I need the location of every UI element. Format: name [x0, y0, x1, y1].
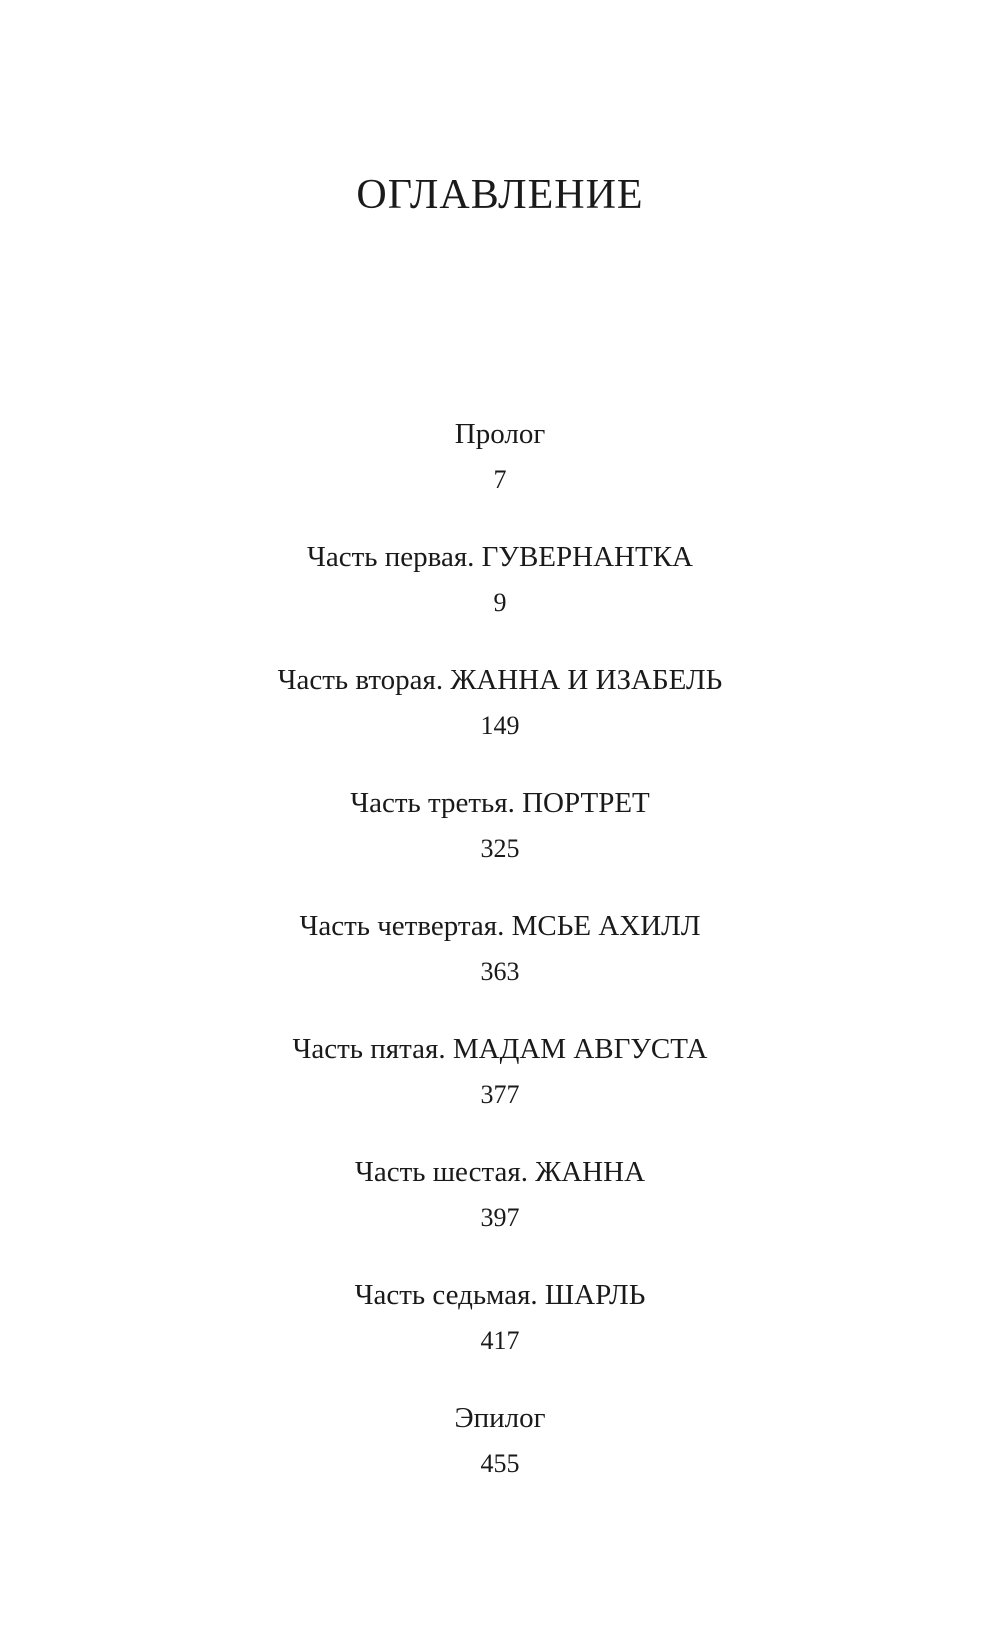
- toc-entry-title: Часть седьмая. ШАРЛЬ: [354, 1279, 646, 1311]
- toc-entry-page-number: 9: [493, 588, 507, 617]
- toc-entry-part-4: [0, 909, 1000, 1032]
- table-of-contents: [0, 417, 1000, 1524]
- toc-entry-page-number: 455: [480, 1449, 520, 1478]
- toc-entry-page-number: 417: [480, 1326, 520, 1355]
- toc-entry-page-number: 363: [480, 957, 520, 986]
- toc-entry-prologue: [0, 417, 1000, 540]
- toc-entry-title: Часть шестая. ЖАННА: [354, 1156, 646, 1188]
- toc-entry-title: Часть четвертая. МСЬЕ АХИЛЛ: [299, 910, 701, 942]
- toc-entry-epilogue: [0, 1401, 1000, 1524]
- toc-entry-page-number: 7: [493, 465, 507, 494]
- toc-entry-page-number: 325: [480, 834, 520, 863]
- toc-entry-title: Часть первая. ГУВЕРНАНТКА: [307, 541, 693, 573]
- toc-entry-page-number: 377: [480, 1080, 520, 1109]
- toc-entry-page-number: 397: [480, 1203, 520, 1232]
- toc-entry-page-number: 149: [480, 711, 520, 740]
- toc-entry-part-2: [0, 663, 1000, 786]
- toc-entry-part-1: [0, 540, 1000, 663]
- page-title: ОГЛАВЛЕНИЕ: [356, 172, 644, 218]
- toc-entry-title: Часть вторая. ЖАННА И ИЗАБЕЛЬ: [277, 664, 723, 696]
- toc-entry-title: Часть третья. ПОРТРЕТ: [350, 787, 650, 819]
- toc-entry-part-6: [0, 1155, 1000, 1278]
- toc-entry-title: Часть пятая. МАДАМ АВГУСТА: [292, 1033, 708, 1065]
- toc-entry-part-5: [0, 1032, 1000, 1155]
- toc-entry-part-3: [0, 786, 1000, 909]
- toc-entry-title: Пролог: [454, 418, 546, 450]
- toc-entry-part-7: [0, 1278, 1000, 1401]
- toc-entry-title: Эпилог: [454, 1402, 546, 1434]
